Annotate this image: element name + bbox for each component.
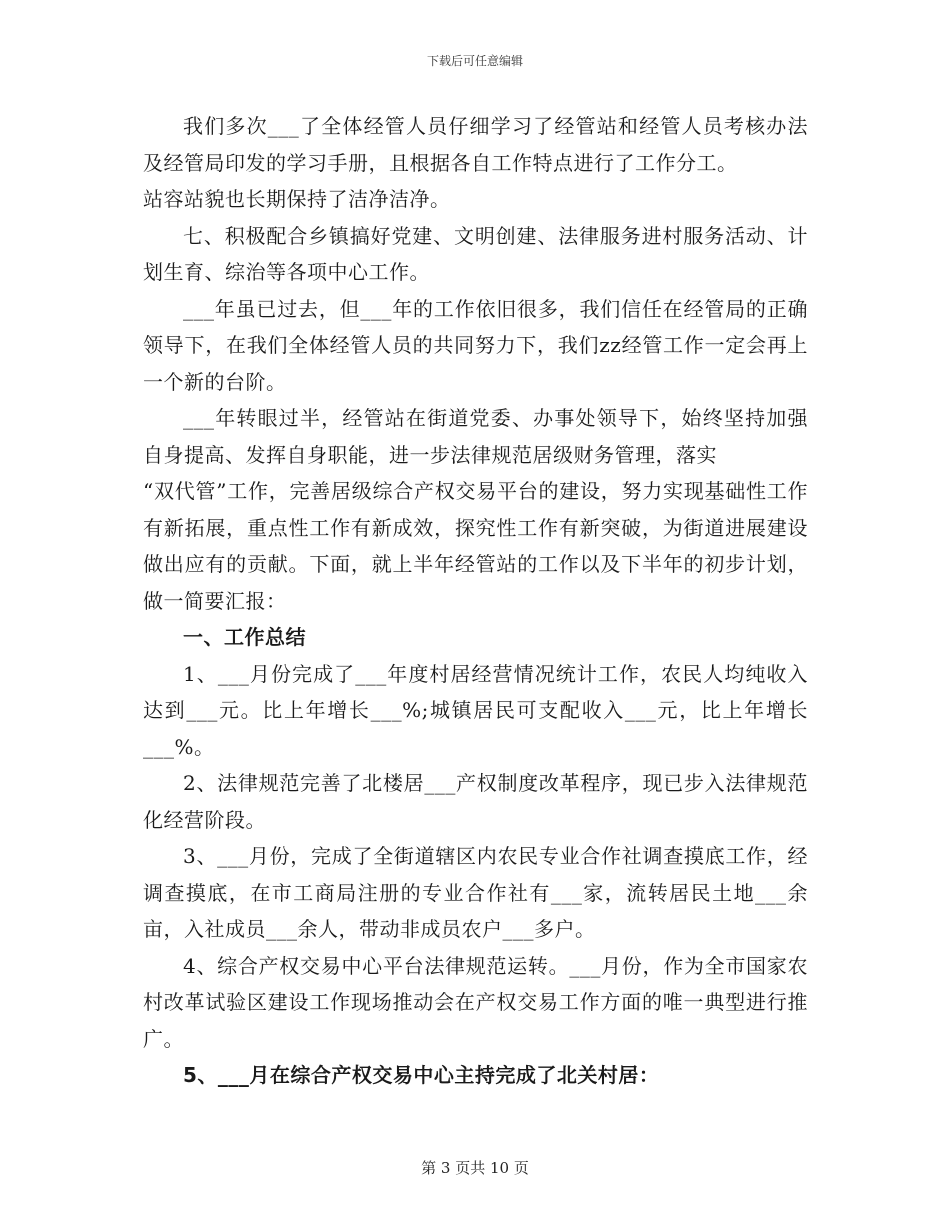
paragraph-study: 我们多次___了全体经管人员仔细学习了经管站和经管人员考核办法及经管局印发的学习手册，且根据各自工作特点进行了工作分工。 — [143, 114, 808, 175]
document-body — [143, 108, 808, 1094]
page-number: 第 3 页共 10 页 — [421, 1159, 529, 1177]
paragraph-year-outlook: ___年虽已过去，但___年的工作依旧很多，我们信任在经管局的正确领导下，在我们全体经管人员的共同努力下，我们zz经管工作一定会再上一个新的台阶。 — [143, 296, 808, 394]
paragraph-dual-management: “双代管”工作，完善居级综合产权交易平台的建设，努力实现基础性工作有新拓展，重点性工作有新成效，探究性工作有新突破，为街道进展建设做出应有的贡献。下面，就上半年经管站的工作以及下半年的初步计划，做一简要汇报： — [143, 479, 808, 613]
paragraph-item-5: 5、___月在综合产权交易中心主持完成了北关村居： — [183, 1063, 660, 1087]
paragraph-item-2: 2、法律规范完善了北楼居___产权制度改革程序，现已步入法律规范化经营阶段。 — [143, 771, 808, 832]
paragraph-item-3: 3、___月份，完成了全街道辖区内农民专业合作社调查摸底工作，经调查摸底，在市工商局注册的专业合作社有___家，流转居民土地___余亩，入社成员___余人，带动非成员农户___多户。 — [143, 844, 808, 941]
section-heading-work-summary: 一、工作总结 — [183, 625, 306, 649]
paragraph-item-seven: 七、积极配合乡镇搞好党建、文明创建、法律服务进村服务活动、计划生育、综治等各项中心工作。 — [143, 223, 808, 284]
paragraph-half-year-intro: ___年转眼过半，经管站在街道党委、办事处领导下，始终坚持加强自身提高、发挥自身职能，进一步法律规范居级财务管理，落实 — [143, 406, 808, 467]
paragraph-item-1: 1、___月份完成了___年度村居经营情况统计工作，农民人均纯收入达到___元。比上年增长___%;城镇居民可支配收入___元，比上年增长___%。 — [143, 661, 808, 759]
paragraph-item-4: 4、综合产权交易中心平台法律规范运转。___月份，作为全市国家农村改革试验区建设工作现场推动会在产权交易工作方面的唯一典型进行推广。 — [143, 953, 808, 1051]
paragraph-station-appearance: 站容站貌也长期保持了洁净洁净。 — [143, 187, 451, 211]
page-header-note: 下载后可任意编辑 — [426, 54, 523, 68]
